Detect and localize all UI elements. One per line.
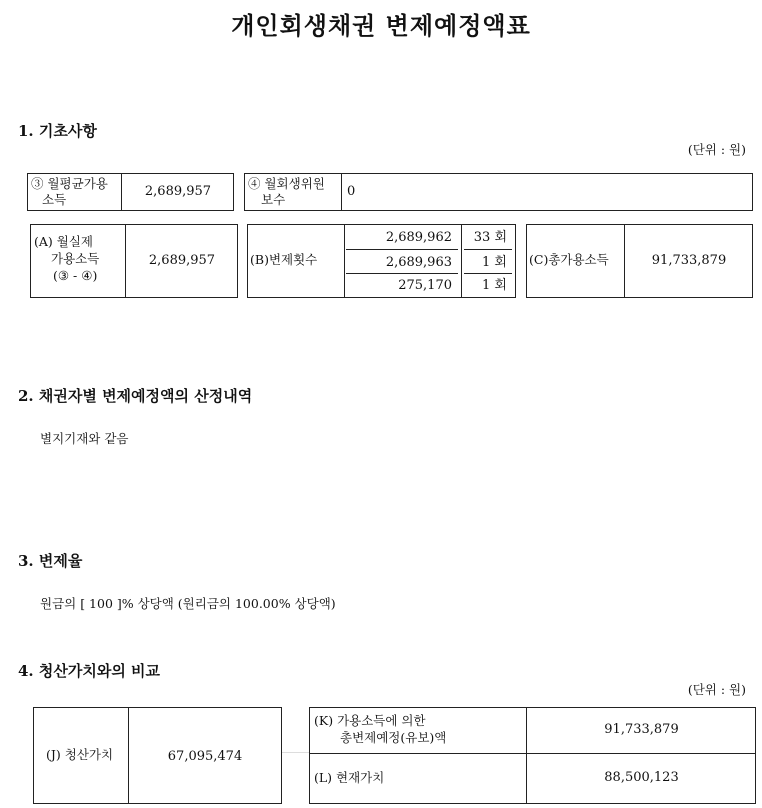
repayment-count-label: (B)변제횟수 xyxy=(250,252,318,267)
liquidation-value-box xyxy=(33,707,282,804)
present-value-label: (L) 현재가치 xyxy=(314,770,385,785)
commissioner-fee-label-1: ④ 월회생위원 xyxy=(248,176,325,191)
page-title: 개인회생채권 변제예정액표 xyxy=(231,11,531,40)
actual-income-label-1: (A) 월실제 xyxy=(34,234,93,249)
planned-repayment-label-2: 총변제예정(유보)액 xyxy=(340,730,447,745)
total-income-label: (C)총가용소득 xyxy=(529,252,609,267)
liquidation-value-label: (J) 청산가치 xyxy=(46,747,114,762)
total-income-value: 91,733,879 xyxy=(651,253,727,268)
planned-repayment-label-1: (K) 가용소득에 의한 xyxy=(314,713,426,728)
repayment-count-1: 33 회 xyxy=(473,230,507,245)
actual-income-value: 2,689,957 xyxy=(148,253,216,268)
section-1-heading: 1. 기초사항 xyxy=(18,122,97,140)
repayment-amount-2: 2,689,963 xyxy=(385,255,452,270)
repayment-count-box xyxy=(247,224,516,298)
section-4-unit: (단위 : 원) xyxy=(687,682,746,697)
section-2-body: 별지기재와 같음 xyxy=(40,431,129,446)
repayment-count-3: 1 회 xyxy=(482,278,507,293)
gap-spacer xyxy=(282,707,309,804)
total-income-box xyxy=(526,224,753,298)
repayment-count-2: 1 회 xyxy=(482,255,507,270)
avg-income-label-1: ③ 월평균가용 xyxy=(31,176,108,191)
commissioner-fee-value: 0 xyxy=(347,184,356,199)
actual-income-label-3: (③ - ④) xyxy=(53,268,98,283)
planned-repayment-value: 91,733,879 xyxy=(604,722,679,737)
present-value-value: 88,500,123 xyxy=(604,770,679,785)
liquidation-value-value: 67,095,474 xyxy=(167,749,243,764)
avg-income-value: 2,689,957 xyxy=(144,184,212,199)
actual-income-box xyxy=(30,224,238,298)
actual-income-label-2: 가용소득 xyxy=(51,251,100,266)
section-2-heading: 2. 채권자별 변제예정액의 산정내역 xyxy=(18,387,253,405)
avg-income-box xyxy=(27,173,234,211)
section-1-unit: (단위 : 원) xyxy=(687,142,746,157)
commissioner-fee-label-2: 보수 xyxy=(261,192,286,207)
commissioner-fee-box xyxy=(244,173,753,211)
section-3-body: 원금의 [ 100 ]% 상당액 (원리금의 100.00% 상당액) xyxy=(40,596,336,611)
section-4-heading: 4. 청산가치와의 비교 xyxy=(18,662,161,680)
repayment-comparison-box xyxy=(309,707,756,804)
repayment-amount-3: 275,170 xyxy=(398,278,452,293)
avg-income-label-2: 소득 xyxy=(42,192,67,207)
section-3-heading: 3. 변제율 xyxy=(18,552,83,570)
repayment-amount-1: 2,689,962 xyxy=(385,230,452,245)
